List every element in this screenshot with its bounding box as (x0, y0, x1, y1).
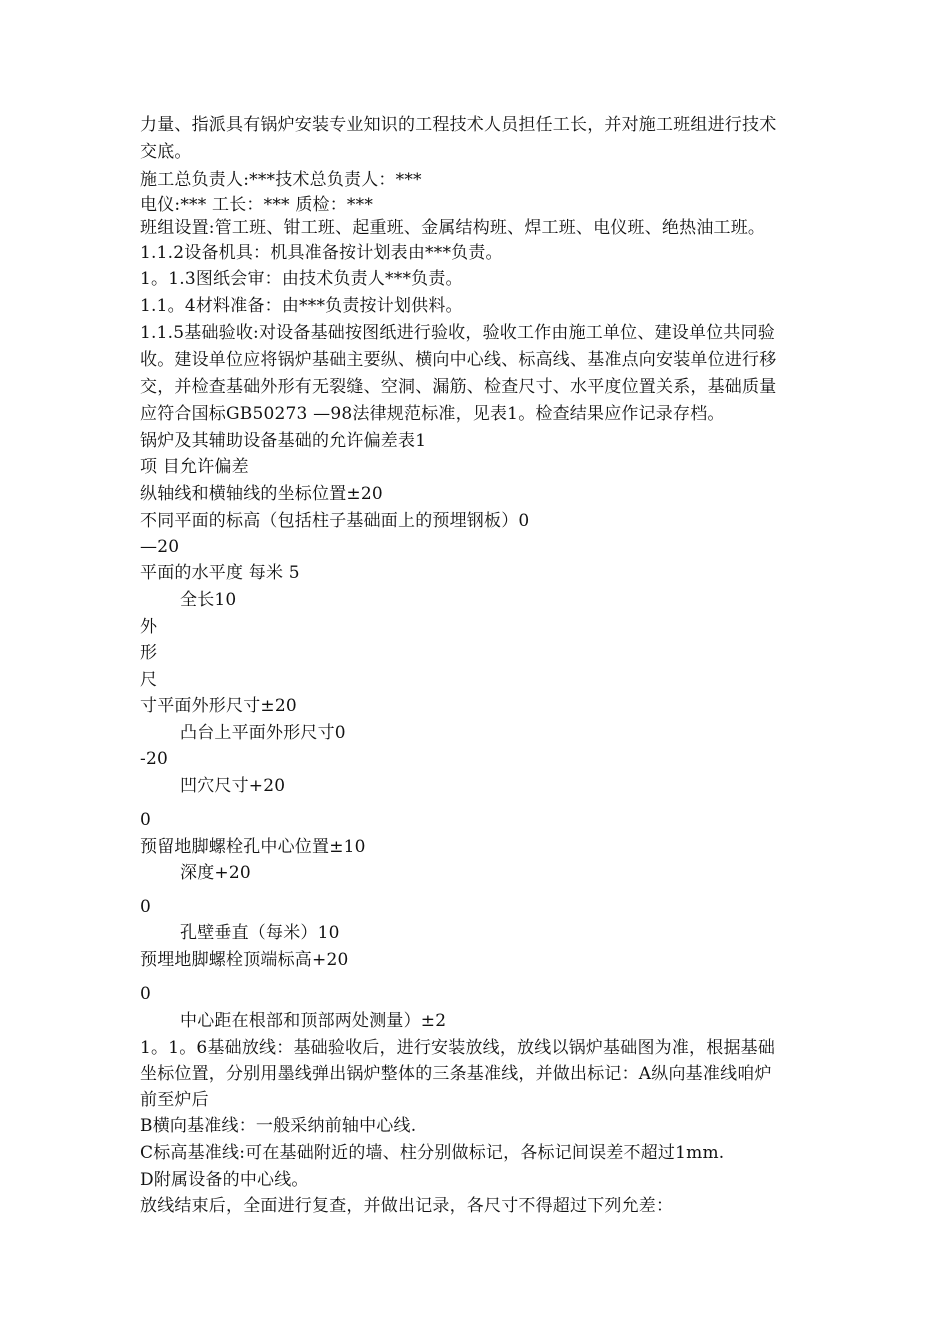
table-row: 0 (140, 897, 152, 917)
table-row: 寸平面外形尺寸±20 (140, 696, 297, 716)
table-row: 形 (140, 643, 158, 663)
table-row: 0 (140, 984, 152, 1004)
text-line: B横向基准线：一般采纳前轴中心线. (140, 1116, 417, 1136)
table-row: 预埋地脚螺栓顶端标高+20 (140, 950, 349, 970)
table-row: 全长10 (180, 590, 237, 610)
table-row: 平面的水平度 每米 5 (140, 563, 300, 583)
table-row: 深度+20 (180, 863, 251, 883)
text-line: 电仪:*** 工长：*** 质检：*** (140, 195, 374, 215)
text-line: 施工总负责人:***技术总负责人：*** (140, 170, 422, 190)
table-row: 不同平面的标高（包括柱子基础面上的预埋钢板）0 (140, 511, 530, 531)
text-line: 应符合国标GB50273 —98法律规范标准，见表1。检查结果应作记录存档。 (140, 404, 725, 424)
text-line: 前至炉后 (140, 1090, 209, 1110)
table-row: 凹穴尺寸+20 (180, 776, 286, 796)
text-line: 交底。 (140, 142, 192, 162)
table-row: -20 (140, 749, 168, 769)
table-row: 0 (140, 810, 152, 830)
table-row: 凸台上平面外形尺寸0 (180, 723, 346, 743)
text-line: 坐标位置，分别用墨线弹出锅炉整体的三条基准线，并做出标记：A纵向基准线咱炉 (140, 1064, 772, 1084)
text-line: 力量、指派具有锅炉安装专业知识的工程技术人员担任工长，并对施工班组进行技术 (140, 115, 777, 135)
table-row: —20 (140, 537, 180, 557)
table-row: 中心距在根部和顶部两处测量）±2 (180, 1011, 447, 1031)
text-line: C标高基准线:可在基础附近的墙、柱分别做标记，各标记间误差不超过1mm. (140, 1143, 725, 1163)
text-line: D附属设备的中心线。 (140, 1170, 309, 1190)
text-line: 班组设置:管工班、钳工班、起重班、金属结构班、焊工班、电仪班、绝热油工班。 (140, 218, 766, 238)
text-line: 1。1。6基础放线：基础验收后，进行安装放线，放线以锅炉基础图为准，根据基础 (140, 1038, 776, 1058)
table-row: 外 (140, 617, 158, 637)
text-line: 1.1。4材料准备：由***负责按计划供料。 (140, 296, 463, 316)
text-line: 交，并检查基础外形有无裂缝、空洞、漏筋、检查尺寸、水平度位置关系，基础质量 (140, 377, 777, 397)
text-line: 1。1.3图纸会审：由技术负责人***负责。 (140, 269, 463, 289)
table-row: 孔壁垂直（每米）10 (180, 923, 340, 943)
text-line: 收。建设单位应将锅炉基础主要纵、横向中心线、标高线、基准点向安装单位进行移 (140, 350, 777, 370)
table-row: 纵轴线和横轴线的坐标位置±20 (140, 484, 383, 504)
table-header: 项 目允许偏差 (140, 457, 249, 477)
table-caption: 锅炉及其辅助设备基础的允许偏差表1 (140, 431, 427, 451)
table-row: 预留地脚螺栓孔中心位置±10 (140, 837, 366, 857)
text-line: 1.1.5基础验收:对设备基础按图纸进行验收，验收工作由施工单位、建设单位共同验 (140, 323, 775, 343)
table-row: 尺 (140, 670, 158, 690)
text-line: 放线结束后，全面进行复查，并做出记录，各尺寸不得超过下列允差： (140, 1196, 674, 1216)
text-line: 1.1.2设备机具：机具准备按计划表由***负责。 (140, 243, 503, 263)
